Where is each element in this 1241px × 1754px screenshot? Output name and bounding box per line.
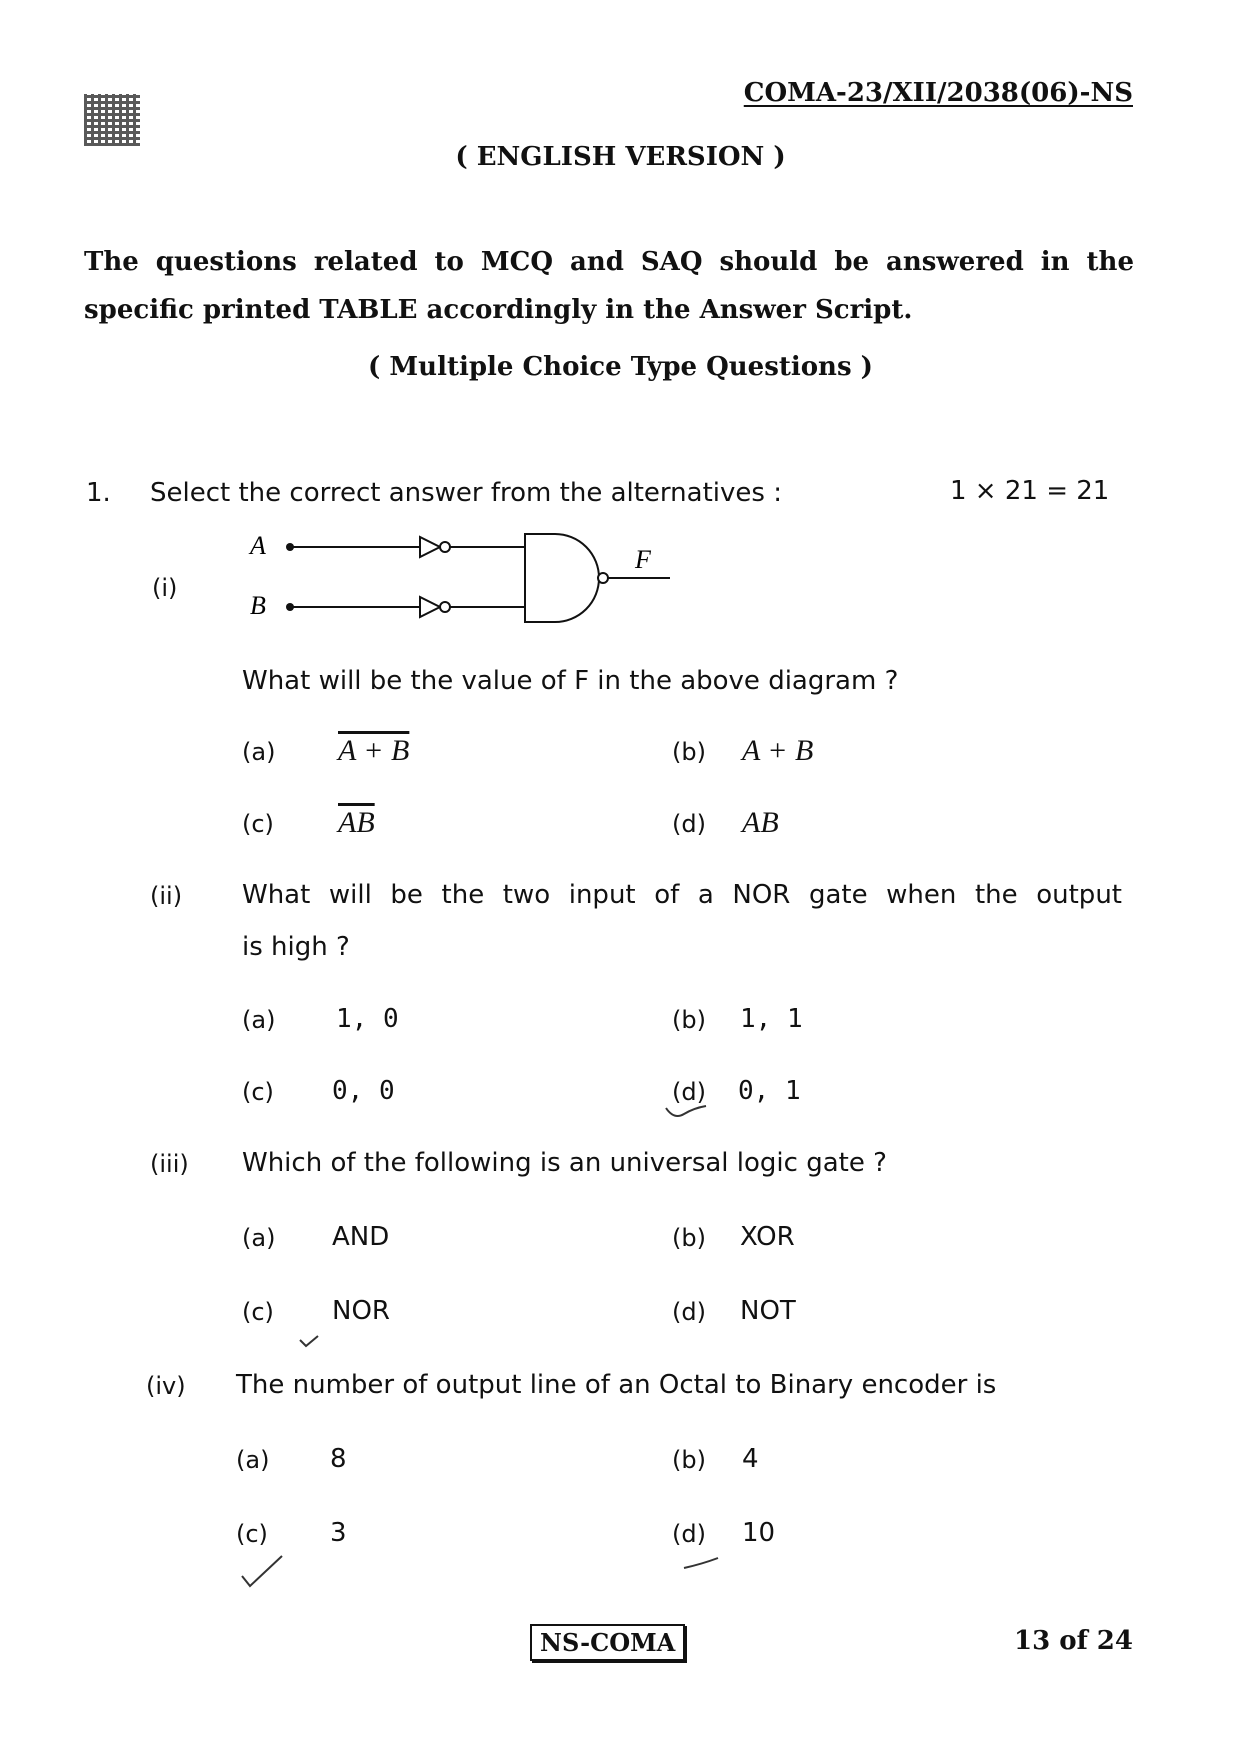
option-label: (a) xyxy=(242,1224,276,1252)
logic-gate-diagram xyxy=(240,520,700,640)
pen-mark xyxy=(298,1334,322,1350)
option-value: $\overline{AB}$ xyxy=(338,806,375,839)
option-label: (d) xyxy=(672,1520,706,1548)
subquestion-number: (ii) xyxy=(150,882,183,910)
option-value: 1, 1 xyxy=(740,1004,803,1034)
option-label: (b) xyxy=(672,1224,706,1252)
subquestion-text: What will be the value of F in the above diagram ? xyxy=(242,666,899,696)
option-value: 1, 0 xyxy=(336,1004,399,1034)
option-value: A + B xyxy=(338,734,410,767)
option-value: A + B xyxy=(742,734,814,767)
version-title: ( ENGLISH VERSION ) xyxy=(455,142,786,172)
section-title: ( Multiple Choice Type Questions ) xyxy=(368,352,873,382)
input-b-label: B xyxy=(250,591,266,620)
option-value: 4 xyxy=(742,1444,759,1474)
option-label: (c) xyxy=(242,810,274,838)
option-label: (a) xyxy=(242,738,276,766)
paper-code: COMA-23/XII/2038(06)-NS xyxy=(743,78,1133,108)
not-gate-b xyxy=(420,597,450,617)
option-label: (c) xyxy=(242,1298,274,1326)
option-label: (a) xyxy=(242,1006,276,1034)
instructions-line-1: The questions related to MCQ and SAQ should be answered in the xyxy=(84,247,1134,277)
option-label: (d) xyxy=(672,810,706,838)
subquestion-number: (iv) xyxy=(146,1372,186,1400)
subquestion-number: (iii) xyxy=(150,1150,189,1178)
output-f-label: F xyxy=(635,545,651,574)
subquestion-text: The number of output line of an Octal to Binary encoder is xyxy=(236,1370,997,1400)
option-label: (d) xyxy=(672,1298,706,1326)
option-value: NOT xyxy=(740,1296,796,1326)
nand-gate xyxy=(525,534,608,622)
subquestion-text: Which of the following is an universal logic gate ? xyxy=(242,1148,887,1178)
subquestion-text: What will be the two input of a NOR gate when the output xyxy=(242,880,1122,910)
subquestion-text-continued: is high ? xyxy=(242,932,350,962)
qr-code xyxy=(84,94,140,146)
instructions-line-2: specific printed TABLE accordingly in the Answer Script. xyxy=(84,295,913,325)
pen-mark xyxy=(662,1104,712,1124)
option-value: 0, 0 xyxy=(332,1076,395,1106)
subquestion-number: (i) xyxy=(152,574,178,602)
option-value: AB xyxy=(742,806,779,839)
page-number: 13 of 24 xyxy=(1014,1626,1133,1656)
footer-label-box: NS-COMA xyxy=(530,1624,685,1661)
question-number: 1. xyxy=(86,478,111,508)
option-value: NOR xyxy=(332,1296,390,1326)
checkmark-icon xyxy=(238,1552,288,1592)
option-value: 8 xyxy=(330,1444,347,1474)
option-label: (c) xyxy=(236,1520,268,1548)
option-label: (a) xyxy=(236,1446,270,1474)
option-value: AND xyxy=(332,1222,390,1252)
question-prompt: Select the correct answer from the alternatives : xyxy=(150,478,782,508)
not-gate-a xyxy=(420,537,450,557)
option-value: 10 xyxy=(742,1518,776,1548)
question-marks: 1 × 21 = 21 xyxy=(950,476,1110,506)
option-label: (c) xyxy=(242,1078,274,1106)
option-label: (b) xyxy=(672,1006,706,1034)
option-label: (b) xyxy=(672,738,706,766)
option-value: 0, 1 xyxy=(738,1076,801,1106)
option-label: (b) xyxy=(672,1446,706,1474)
option-label: (d) xyxy=(672,1078,706,1106)
instructions xyxy=(84,238,1134,334)
input-a-label: A xyxy=(250,531,266,560)
pen-mark xyxy=(682,1554,722,1574)
option-value: 3 xyxy=(330,1518,347,1548)
option-value: XOR xyxy=(740,1222,795,1252)
